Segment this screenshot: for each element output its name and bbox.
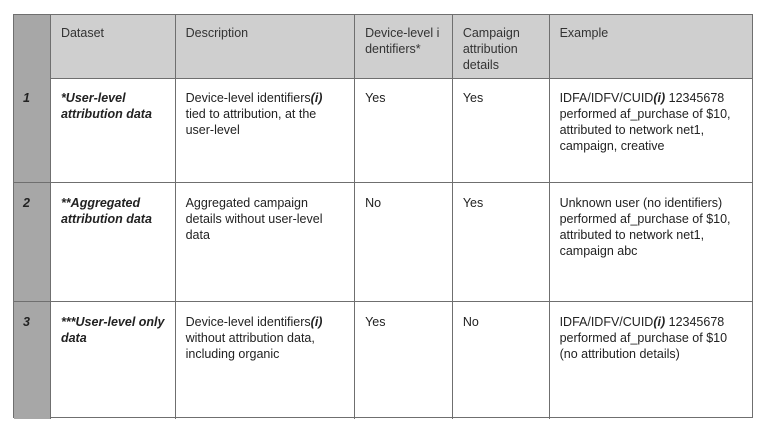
header-cell-example: Example [559,26,609,40]
table-row [14,78,752,182]
dataset-example [550,302,752,419]
header-cell-description: Description [176,15,355,78]
dataset-name: **Aggregated attribution data [51,183,176,302]
header-cell-campaign-details: Campaign attribution details [453,15,550,78]
campaign-details-value: Yes [453,183,550,302]
identifier-footnote-marker: (i) [310,315,323,329]
header-cell-index [14,15,51,78]
description-text: Aggregated campaign details without user-level data [185,196,323,242]
row-number: 1 [14,78,51,182]
row-number: 3 [14,302,51,419]
description-text: Device-level identifiers [185,315,311,329]
description-text: Device-level identifiers [185,91,311,105]
identifier-footnote-marker: (i) [310,91,323,105]
dataset-description [176,78,355,182]
dataset-example [550,78,752,182]
campaign-details-value: Yes [453,78,550,182]
dataset-description [176,302,355,419]
row-number: 2 [14,183,51,302]
example-text-cont: 12345678 performed af_purchase of $10 (no attribution details) [559,315,728,361]
header-cell-dataset: Dataset [51,15,176,78]
example-text: IDFA/IDFV/CUID [559,91,654,105]
device-identifiers-value: Yes [355,302,453,419]
attribution-datasets-table [13,14,753,418]
table-header-row [14,15,752,79]
dataset-name: ***User-level only data [51,302,176,419]
dataset-description [176,183,355,302]
identifier-footnote-marker: (i) [653,91,666,105]
example-text-cont: 12345678 performed af_purchase of $10, attributed to network net1, campaign, creative [559,91,731,153]
campaign-details-value: No [453,302,550,419]
table-row [14,182,752,302]
description-text-cont: without attribution data, including organic [185,331,315,361]
dataset-name: *User-level attribution data [51,78,176,182]
table-row [14,301,752,419]
device-identifiers-value: No [355,183,453,302]
identifier-footnote-marker: (i) [653,315,666,329]
description-text-cont: tied to attribution, at the user-level [185,107,317,137]
dataset-example [550,183,752,302]
device-identifiers-value: Yes [355,78,453,182]
header-cell-device-identifiers: Device-level i dentifiers* [355,15,453,78]
example-text: IDFA/IDFV/CUID [559,315,654,329]
example-text: Unknown user (no identifiers) performed af_purchase of $10, attributed to network net1, campaign abc [559,196,731,258]
